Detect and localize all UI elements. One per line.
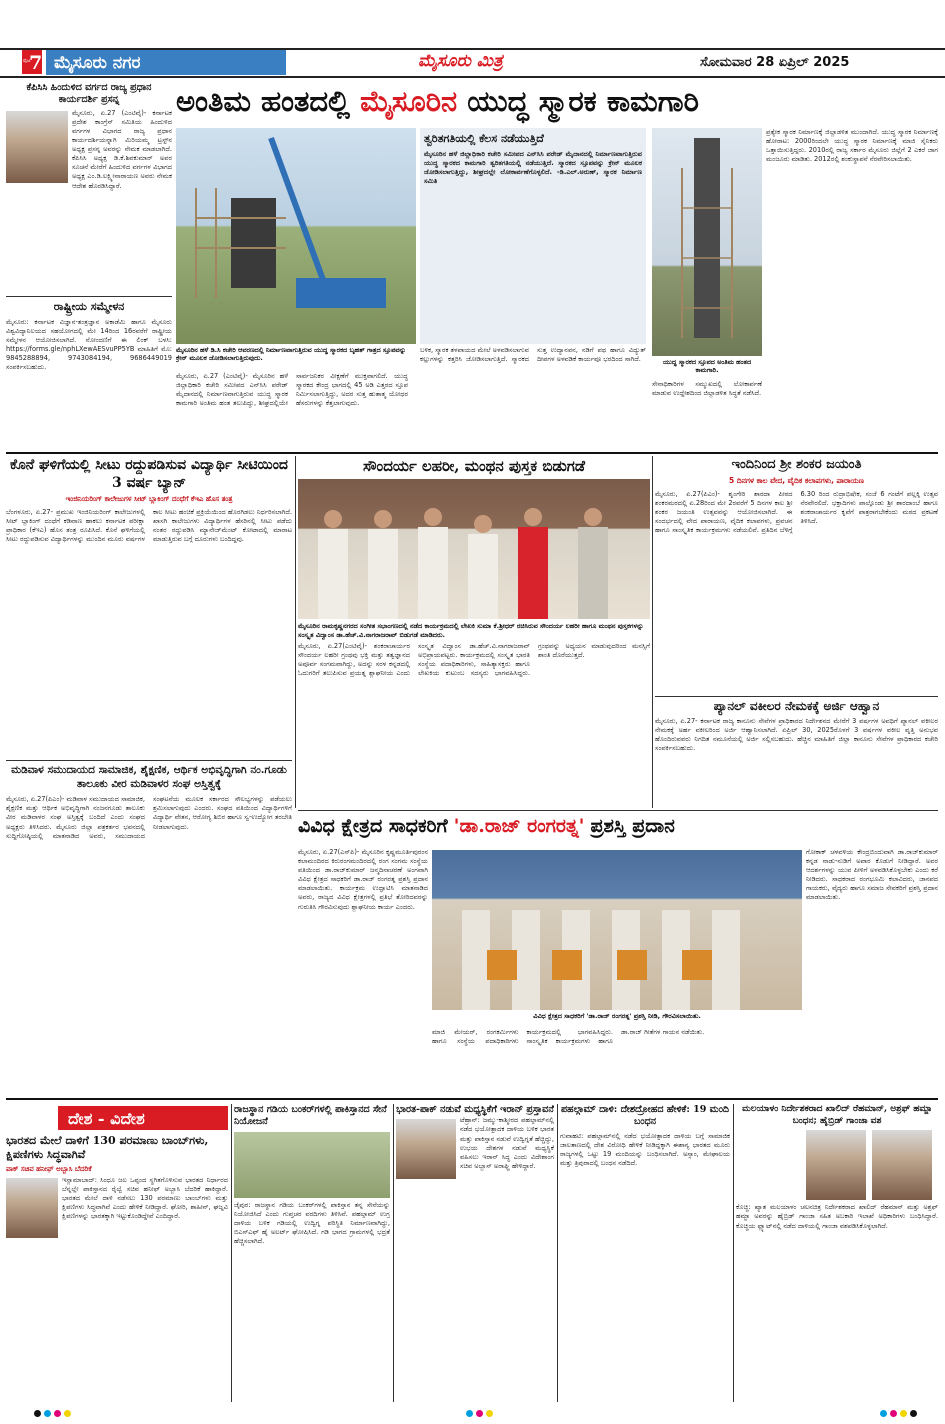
soundarya-body: ಮೈಸೂರು, ಏ.27(ಎಂಟಿವೈ)- ಶಂಕರಾಚಾರ್ಯರ ಸೌಂದರ್ಯ ಲಹರೀ ಗ್ರಂಥವು ಭಕ್ತಿ ಮತ್ತು ತತ್ವಜ್ಞಾನದ ಅಪೂರ್ವ ಸಂಗಮವಾಗಿದ್ದು, ಅದನ್ನು ಸರಳ ಕನ್ನಡದಲ್ಲಿ ಓದುಗರಿಗೆ ತಲುಪಿಸುವ ಪ್ರಯತ್ನ ಶ್ಲಾಘನೀಯ ಎಂದು ಸಂಸ್ಕೃತ ವಿದ್ವಾಂಸ ಡಾ.ಹೆಚ್.ವಿ.ನಾಗರಾಜರಾವ್ ಅಭಿಪ್ರಾಯಪಟ್ಟರು. ಕಾರ್ಯಕ್ರಮದಲ್ಲಿ ಸಂಸ್ಕೃತ ಭಾರತಿ ಸಂಸ್ಥೆಯ ಪದಾಧಿಕಾರಿಗಳು, ಸಾಹಿತ್ಯಾಸಕ್ತರು ಹಾಗೂ ಲೇಖಕಿಯ ಕುಟುಂಬ ಸದಸ್ಯರು ಭಾಗವಹಿಸಿದ್ದರು. ಗ್ರಂಥವನ್ನು ಅಧ್ಯಯನ ಮಾಡುವುದರಿಂದ ಮನಸ್ಸಿಗೆ ಶಾಂತಿ ದೊರೆಯುತ್ತದೆ.: [298, 642, 650, 678]
rashtriya-article: [6, 300, 172, 452]
divider: [733, 1104, 734, 1402]
rashtriya-headline: ರಾಷ್ಟ್ರೀಯ ಸಮ್ಮೇಳನ: [53, 300, 125, 313]
quote-box: [420, 128, 646, 344]
border-photo: [234, 1132, 390, 1198]
s4-body: ಗುವಾಹಟಿ: ಪಹಲ್ಗಾಮ್‌ನಲ್ಲಿ ನಡೆದ ಭಯೋತ್ಪಾದಕ ದಾಳಿಯ ಬಗ್ಗೆ ಸಾಮಾಜಿಕ ಜಾಲತಾಣದಲ್ಲಿ ದೇಶ ವಿರೋಧಿ ಹೇಳಿಕೆ ನೀಡಿದ್ದಕ್ಕಾಗಿ ಈಶಾನ್ಯ ಭಾರತದ ಮೂರು ರಾಜ್ಯಗಳಲ್ಲಿ ಒಟ್ಟು 19 ಮಂದಿಯನ್ನು ಬಂಧಿಸಲಾಗಿದೆ. ಅಸ್ಸಾಂ, ಮೇಘಾಲಯ ಮತ್ತು ತ್ರಿಪುರಾದಲ್ಲಿ ಬಂಧನ ನಡೆದಿದೆ.: [560, 1131, 730, 1167]
s2-body: ಜೈಪುರ: ರಾಜಸ್ಥಾನ ಗಡಿಯ ಬಂಕರ್‌ಗಳಲ್ಲಿ ಪಾಕಿಸ್ತಾನ ತನ್ನ ಸೇನೆಯನ್ನು ನಿಯೋಜಿಸಿದೆ ಎಂದು ಗುಪ್ತಚರ ವರದಿಗಳು ತಿಳಿಸಿವೆ. ಪಹಲ್ಗಾಮ್ ಉಗ್ರ ದಾಳಿಯ ಬಳಿಕ ಗಡಿಯಲ್ಲಿ ಉದ್ವಿಗ್ನ ಪರಿಸ್ಥಿತಿ ನಿರ್ಮಾಣವಾಗಿದ್ದು, ಬಿಎಸ್‌ಎಫ್ ಹೈ ಅಲರ್ಟ್ ಘೋಷಿಸಿದೆ. ಗಡಿ ಭಾಗದ ಗ್ರಾಮಗಳಲ್ಲಿ ಭದ್ರತೆ ಹೆಚ್ಚಿಸಲಾಗಿದೆ.: [234, 1200, 390, 1246]
s2-headline: ರಾಜಸ್ಥಾನ ಗಡಿಯ ಬಂಕರ್‌ಗಳಲ್ಲಿ ಪಾಕಿಸ್ತಾನದ ಸೇನೆ ನಿಯೋಜನೆ: [234, 1104, 387, 1128]
panel-body: ಮೈಸೂರು, ಏ.27- ಕರ್ನಾಟಕ ರಾಜ್ಯ ಕಾನೂನು ಸೇವೆಗಳ ಪ್ರಾಧಿಕಾರದ ನಿರ್ದೇಶನದ ಮೇರೆಗೆ 3 ವರ್ಷಗಳ ಅವಧಿಗೆ ಪ್ಯಾನಲ್ ವಕೀಲರ ನೇಮಕಕ್ಕೆ ಅರ್ಹ ವಕೀಲರಿಂದ ಅರ್ಜಿ ಆಹ್ವಾನಿಸಲಾಗಿದೆ. ಏಪ್ರಿಲ್ 30, 2025ರೊಳಗೆ 3 ವರ್ಷಗಳ ವಕೀಲ ವೃತ್ತಿ ಅನುಭವ ಹೊಂದಿರುವವರು ನಿಗದಿತ ನಮೂನೆಯಲ್ಲಿ ಅರ್ಜಿ ಸಲ್ಲಿಸಬಹುದು. ಹೆಚ್ಚಿನ ಮಾಹಿತಿಗೆ ಜಿಲ್ಲಾ ಕಾನೂನು ಸೇವೆಗಳ ಪ್ರಾಧಿಕಾರದ ಕಚೇರಿ ಸಂಪರ್ಕಿಸಬಹುದು.: [655, 717, 938, 753]
shankara-subhead: 5 ದಿನಗಳ ಕಾಲ ವೇದ, ವೈದಿಕ ಕಲಾಪಗಳು, ಪಾರಾಯಣ: [729, 475, 864, 485]
rangaratna-headline: [298, 814, 938, 846]
s1-headline: ಭಾರತದ ಮೇಲೆ ದಾಳಿಗೆ 130 ಪರಮಾಣು ಬಾಂಬ್‌ಗಳು, ಕ್ಷಿಪಣಿಗಳು ಸಿದ್ಧವಾಗಿವೆ: [6, 1134, 209, 1162]
crane-photo: [176, 128, 416, 344]
reg-dot-cyan: [880, 1410, 887, 1417]
desha-story-4: [560, 1104, 730, 1402]
director-photos: [736, 1130, 938, 1200]
rangaratna-headline-b: 'ಡಾ.ರಾಜ್ ರಂಗರತ್ನ': [453, 815, 585, 837]
lead-headline-c: ಯುದ್ಧ ಸ್ಮಾರಕ ಕಾಮಗಾರಿ: [467, 84, 699, 118]
award-ceremony-icon: [432, 850, 802, 1010]
desha-story-1: [6, 1134, 228, 1402]
lead-body-3: ಸೇನಾಧಿಕಾರಿಗಳ ಸಮ್ಮುಖದಲ್ಲಿ ಲೋಕಾರ್ಪಣೆ ಮಾಡುವ ಉದ್ದೇಶದಿಂದ ಜಿಲ್ಲಾಡಳಿತ ಸಿದ್ಧತೆ ನಡೆಸಿದೆ.: [652, 380, 762, 398]
book-release-photo: [298, 479, 650, 619]
divider: [6, 1098, 938, 1100]
desha-story-3: [396, 1104, 554, 1402]
s5-body: ಕೊಚ್ಚಿ: ಖ್ಯಾತ ಮಲಯಾಳಂ ಚಲನಚಿತ್ರ ನಿರ್ದೇಶಕರಾದ ಖಾಲಿದ್ ರೆಹಮಾನ್ ಮತ್ತು ಅಶ್ರಫ್ ಹಮ್ಜಾ ಅವರನ್ನು ಹೈಬ್ರಿಡ್ ಗಾಂಜಾ ಸಹಿತ ಅಬಕಾರಿ ಇಲಾಖೆ ಅಧಿಕಾರಿಗಳು ಬಂಧಿಸಿದ್ದಾರೆ. ಕೊಚ್ಚಿಯ ಫ್ಲ್ಯಾಟ್‌ನಲ್ಲಿ ನಡೆದ ದಾಳಿಯಲ್ಲಿ ಗಾಂಜಾ ವಶಪಡಿಸಿಕೊಳ್ಳಲಾಗಿದೆ.: [736, 1203, 938, 1230]
lead-body-2: ಬಳಿಕ, ಸ್ಮಾರಕ ತಳಪಾಯದ ಮೇಲೆ ಅಳವಡಿಸಲಾಗುವ ಕಲ್ಲುಗಳನ್ನು ಕತ್ತರಿಸಿ ಜೋಡಿಸಲಾಗುತ್ತಿದೆ. ಸ್ಮಾರಕದ ಸುತ್ತ ಉದ್ಯಾನವನ, ನಡಿಗೆ ಪಥ ಹಾಗೂ ವಿದ್ಯುತ್ ದೀಪಗಳ ಅಳವಡಿಕೆ ಕಾರ್ಯವೂ ಭರದಿಂದ ಸಾಗಿದೆ.: [420, 346, 646, 364]
shankara-body: ಮೈಸೂರು, ಏ.27(ಪಿಎಂ)- ಶೃಂಗೇರಿ ಶಾರದಾ ಪೀಠದ ಶಂಕರಮಠದಲ್ಲಿ ಏ.28ರಿಂದ ಮೇ 2ರವರೆಗೆ 5 ದಿನಗಳ ಕಾಲ ಶ್ರೀ ಶಂಕರ ಜಯಂತಿ ಉತ್ಸವವನ್ನು ಆಯೋಜಿಸಲಾಗಿದೆ. ಈ ಸಂದರ್ಭದಲ್ಲಿ ವೇದ ಪಾರಾಯಣ, ವೈದಿಕ ಕಲಾಪಗಳು, ಪ್ರವಚನ ಹಾಗೂ ಸಾಂಸ್ಕೃತಿಕ ಕಾರ್ಯಕ್ರಮಗಳು ನಡೆಯಲಿವೆ. ಪ್ರತಿದಿನ ಬೆಳಿಗ್ಗೆ 6.30 ರಿಂದ ರುದ್ರಾಭಿಷೇಕ, ಸಂಜೆ 6 ಗಂಟೆಗೆ ಪಲ್ಲಕ್ಕಿ ಉತ್ಸವ ನೆರವೇರಲಿದೆ. ಭಕ್ತಾದಿಗಳು ಪಾಲ್ಗೊಂಡು ಶ್ರೀ ಶಾರದಾಂಬೆ ಹಾಗೂ ಶಂಕರಾಚಾರ್ಯರ ಕೃಪೆಗೆ ಪಾತ್ರರಾಗಬೇಕೆಂದು ಮಠದ ಪ್ರಕಟಣೆ ತಿಳಿಸಿದೆ.: [655, 489, 938, 535]
divider: [295, 456, 296, 808]
rangaratna-body-mid: ಮಾಜಿ ಮೇಯರ್, ರಂಗಕರ್ಮಿಗಳು ಹಾಗೂ ಸಂಸ್ಥೆಯ ಪದಾಧಿಕಾರಿಗಳು ಕಾರ್ಯಕ್ರಮದಲ್ಲಿ ಭಾಗವಹಿಸಿದ್ದರು. ಸಾಂಸ್ಕೃತಿಕ ಕಾರ್ಯಕ್ರಮಗಳು ಹಾಗೂ ಡಾ.ರಾಜ್ ಗೀತೆಗಳ ಗಾಯನ ನಡೆಯಿತು.: [432, 1028, 705, 1046]
director-photo-1: [806, 1130, 866, 1200]
quote-body: ಮೈಸೂರಿನ ಹಳೆ ಜಿಲ್ಲಾಧಿಕಾರಿ ಕಚೇರಿ ಸಮೀಪದ ಎನ್‌ಸಿಸಿ ಪರೇಡ್ ಮೈದಾನದಲ್ಲಿ ನಿರ್ಮಾಣವಾಗುತ್ತಿರುವ ಯುದ್ಧ ಸ್ಮಾರಕದ ಕಾಮಗಾರಿ ತ್ವರಿತಗತಿಯಲ್ಲಿ ನಡೆಯುತ್ತಿದೆ. ಸ್ಮಾರಕದ ಸ್ತೂಪವನ್ನು ಕ್ರೇನ್ ಮೂಲಕ ಜೋಡಿಸಲಾಗುತ್ತಿದ್ದು, ಶೀಘ್ರದಲ್ಲೇ ಲೋಕಾರ್ಪಣೆಗೊಳ್ಳಲಿದೆ. -ಡಿ.ಎಲ್.ಅರುಣ್, ಸ್ಮಾರಕ ನಿರ್ಮಾಣ ಸಮಿತಿ: [424, 149, 642, 186]
tower-caption: ಯುದ್ಧ ಸ್ಮಾರಕದ ಸ್ತೂಪದ ಅಂತಿಮ ಹಂತದ ಕಾಮಗಾರಿ.: [662, 358, 752, 375]
panel-article: [655, 698, 938, 806]
desha-story-5: [736, 1104, 938, 1402]
quote-headline: ತ್ವರಿತಗತಿಯಲ್ಲಿ ಕೆಲಸ ನಡೆಯುತ್ತಿದೆ: [424, 132, 544, 145]
desha-story-2: [234, 1104, 390, 1402]
dateline: ಸೋಮವಾರ 28 ಏಪ್ರಿಲ್ 2025: [700, 55, 850, 70]
tower-icon: [652, 128, 762, 356]
masthead-logo: ಮೈಸೂರು ಮಿತ್ರ: [418, 51, 503, 71]
crane-icon: [176, 128, 416, 344]
desha-label: ದೇಶ - ವಿದೇಶ: [58, 1106, 228, 1130]
director-photo-2: [872, 1130, 932, 1200]
s3-body: ಟೆಹ್ರಾನ್: ಜಮ್ಮು-ಕಾಶ್ಮೀರದ ಪಹಲ್ಗಾಮ್‌ನಲ್ಲಿ ನಡೆದ ಭಯೋತ್ಪಾದಕ ದಾಳಿಯ ಬಳಿಕ ಭಾರತ ಮತ್ತು ಪಾಕಿಸ್ತಾನ ನಡುವೆ ಉದ್ವಿಗ್ನತೆ ಹೆಚ್ಚಿದ್ದು, ಉಭಯ ದೇಶಗಳ ನಡುವೆ ಮಧ್ಯಸ್ಥಿಕೆ ವಹಿಸಲು ಇರಾನ್ ಸಿದ್ಧ ಎಂದು ವಿದೇಶಾಂಗ ಸಚಿವ ಅಬ್ಬಾಸ್ ಅರಾಘ್ಚಿ ಹೇಳಿದ್ದಾರೆ.: [460, 1116, 554, 1170]
soundarya-headline: ಸೌಂದರ್ಯ ಲಹರೀ, ಮಂಥನ ಪುಸ್ತಕ ಬಿಡುಗಡೆ: [363, 457, 585, 475]
rangaratna-body-right: ಗೋಕಾಕ್ ಚಳವಳಿಯ ಕೇಂದ್ರಬಿಂದುವಾಗಿ ಡಾ.ರಾಜ್‌ಕುಮಾರ್ ಕನ್ನಡ ನಾಡು-ನುಡಿಗೆ ಅಪಾರ ಕೊಡುಗೆ ನೀಡಿದ್ದಾರೆ. ಅವರ ಆದರ್ಶಗಳನ್ನು ಯುವ ಪೀಳಿಗೆ ಅಳವಡಿಸಿಕೊಳ್ಳಬೇಕು ಎಂದು ಕರೆ ನೀಡಿದರು. ಸಾಧಕರಾದ ರಂಗಭೂಮಿ ಕಲಾವಿದರು, ಜಾನಪದ ಗಾಯಕರು, ವೈದ್ಯರು ಹಾಗೂ ಸಮಾಜ ಸೇವಕರಿಗೆ ಪ್ರಶಸ್ತಿ ಪ್ರದಾನ ಮಾಡಲಾಯಿತು.: [806, 848, 938, 902]
s5-headline: ಮಲಯಾಳಂ ನಿರ್ದೇಶಕರಾದ ಖಾಲಿದ್ ರೆಹಮಾನ್, ಅಶ್ರಫ್ ಹಮ್ಜಾ ಬಂಧನ; ಹೈಬ್ರಿಡ್ ಗಾಂಜಾ ವಶ: [742, 1104, 932, 1126]
kpcc-body: ಮೈಸೂರು, ಏ.27 (ಎಂಟಿವೈ)- ಕರ್ನಾಟಕ ಪ್ರದೇಶ ಕಾಂಗ್ರೆಸ್ ಸಮಿತಿಯ ಹಿಂದುಳಿದ ವರ್ಗಗಳ ವಿಭಾಗದ ರಾಜ್ಯ ಪ್ರಧಾನ ಕಾರ್ಯದರ್ಶಿಯನ್ನಾಗಿ ಮಿರಿಯಮ್ಮ ಟ್ರಸ್ಟ್‌ನ ಅಧ್ಯಕ್ಷ ಪ್ರಸನ್ನ ಅವರನ್ನು ನೇಮಕ ಮಾಡಲಾಗಿದೆ. ಕೆಪಿಸಿಸಿ ಅಧ್ಯಕ್ಷ ಡಿ.ಕೆ.ಶಿವಕುಮಾರ್ ಅವರ ಸೂಚನೆ ಮೇರೆಗೆ ಹಿಂದುಳಿದ ವರ್ಗಗಳ ವಿಭಾಗದ ಅಧ್ಯಕ್ಷ ಎಂ.ಡಿ.ಲಕ್ಷ್ಮೀನಾರಾಯಣ ಅವರು ನೇಮಕ ಆದೇಶ ಹೊರಡಿಸಿದ್ದಾರೆ.: [72, 108, 172, 190]
divider: [557, 1104, 558, 1402]
page-label: ಪುಟ: [23, 58, 31, 64]
reg-dot-magenta: [890, 1410, 897, 1417]
reg-dot-yellow: [900, 1410, 907, 1417]
divider: [393, 1104, 394, 1402]
divider: [6, 760, 292, 761]
madival-body: ಮೈಸೂರು, ಏ.27(ಪಿಎಂ)- ಮಡಿವಾಳ ಸಮುದಾಯದ ಸಾಮಾಜಿಕ, ಶೈಕ್ಷಣಿಕ ಮತ್ತು ಆರ್ಥಿಕ ಅಭಿವೃದ್ಧಿಗಾಗಿ ನಂಜನಗೂಡು ತಾಲೂಕು ವೀರ ಮಡಿವಾಳರ ಸಂಘ ಅಸ್ತಿತ್ವಕ್ಕೆ ಬಂದಿದೆ ಎಂದು ಸಂಘದ ಅಧ್ಯಕ್ಷರು ತಿಳಿಸಿದರು. ಮೈಸೂರು ಜಿಲ್ಲಾ ಪತ್ರಕರ್ತರ ಭವನದಲ್ಲಿ ಸುದ್ದಿಗೋಷ್ಠಿಯಲ್ಲಿ ಮಾತನಾಡಿದ ಅವರು, ಸಮುದಾಯದ ಸಂಘಟನೆಯ ಮೂಲಕ ಸರ್ಕಾರದ ಸೌಲಭ್ಯಗಳನ್ನು ಪಡೆಯಲು ಶ್ರಮಿಸಲಾಗುವುದು ಎಂದರು. ಸಂಘದ ವತಿಯಿಂದ ವಿದ್ಯಾರ್ಥಿಗಳಿಗೆ ವಿದ್ಯಾರ್ಥಿ ವೇತನ, ಆರೋಗ್ಯ ಶಿಬಿರ ಹಾಗೂ ಸ್ವ-ಉದ್ಯೋಗ ತರಬೇತಿ ನೀಡಲಾಗುವುದು.: [6, 795, 292, 840]
s1-subhead: ಪಾಕ್ ಸಚಿವ ಹನೀಫ್ ಅಬ್ಬಾಸಿ ಬೆದರಿಕೆ: [6, 1164, 92, 1173]
print-registration-bar: [0, 1406, 945, 1424]
lead-body-right: ಪ್ರತ್ಯೇಕ ಸ್ಮಾರಕ ನಿರ್ಮಾಣಕ್ಕೆ ಜಿಲ್ಲಾಡಳಿತ ಮುಂದಾಗಿದೆ. ಯುದ್ಧ ಸ್ಮಾರಕ ನಿರ್ಮಾಣಕ್ಕೆ ಹೋರಾಟ: 2000ರಿಂದಲೇ ಯುದ್ಧ ಸ್ಮಾರಕ ನಿರ್ಮಾಣಕ್ಕೆ ಮಾಜಿ ಸೈನಿಕರು ಒತ್ತಾಯಿಸುತ್ತಿದ್ದರು. 2010ರಲ್ಲಿ ರಾಜ್ಯ ಸರ್ಕಾರ ಮೈಸೂರು ಜಿಲ್ಲೆಗೆ 2 ಎಕರೆ ಜಾಗ ಮಂಜೂರು ಮಾಡಿತು. 2012ರಲ್ಲಿ ಶಂಕುಸ್ಥಾಪನೆ ನೆರವೇರಿಸಲಾಯಿತು.: [766, 128, 938, 164]
portrait-photo: [6, 111, 68, 183]
s3-headline: ಭಾರತ-ಪಾಕ್ ನಡುವೆ ಮಧ್ಯಸ್ಥಿಕೆಗೆ ಇರಾನ್ ಪ್ರಸ್ತಾವನೆ: [396, 1104, 554, 1115]
s1-body: ಇಸ್ಲಾಮಾಬಾದ್: ಸಿಂಧೂ ಜಲ ಒಪ್ಪಂದ ಸ್ಥಗಿತಗೊಳಿಸುವ ಭಾರತದ ನಿರ್ಧಾರದ ಬೆನ್ನಲ್ಲೇ ಪಾಕಿಸ್ತಾನದ ರೈಲ್ವೆ ಸಚಿವ ಹನೀಫ್ ಅಬ್ಬಾಸಿ ಬೆದರಿಕೆ ಹಾಕಿದ್ದಾರೆ. ಭಾರತದ ಮೇಲೆ ದಾಳಿ ನಡೆಸಲು 130 ಪರಮಾಣು ಬಾಂಬ್‌ಗಳು ಮತ್ತು ಕ್ಷಿಪಣಿಗಳು ಸಿದ್ಧವಾಗಿವೆ ಎಂದು ಹೇಳಿಕೆ ನೀಡಿದ್ದಾರೆ. ಘೋರಿ, ಶಾಹೀನ್, ಘಜ್ನವಿ ಕ್ಷಿಪಣಿಗಳನ್ನು ಭಾರತಕ್ಕಾಗಿ ಇಟ್ಟುಕೊಂಡಿದ್ದೇವೆ ಎಂದಿದ್ದಾರೆ.: [62, 1176, 228, 1221]
tower-photo: [652, 128, 762, 356]
lead-headline: [176, 82, 936, 124]
iran-minister-photo: [396, 1119, 456, 1179]
rangaratna-headline-c: ಪ್ರಶಸ್ತಿ ಪ್ರದಾನ: [590, 815, 675, 837]
lead-headline-b: ಮೈಸೂರಿನ: [360, 84, 458, 118]
banned-body: ಬೆಂಗಳೂರು, ಏ.27- ಪ್ರಮುಖ ಇಂಜಿನಿಯರಿಂಗ್ ಕಾಲೇಜುಗಳಲ್ಲಿ ಸೀಟ್ ಬ್ಲಾಕಿಂಗ್ ದಂಧೆಗೆ ಕಡಿವಾಣ ಹಾಕಲು ಕರ್ನಾಟಕ ಪರೀಕ್ಷಾ ಪ್ರಾಧಿಕಾರ (ಕೆಇಎ) ಹೊಸ ತಂತ್ರ ರೂಪಿಸಿದೆ. ಕೊನೆ ಘಳಿಗೆಯಲ್ಲಿ ಸೀಟು ರದ್ದುಪಡಿಸುವ ವಿದ್ಯಾರ್ಥಿಗಳನ್ನು ಮುಂದಿನ ಮೂರು ವರ್ಷಗಳ ಕಾಲ ಸೀಟು ಹಂಚಿಕೆ ಪ್ರಕ್ರಿಯೆಯಿಂದ ಹೊರಗಿಡಲು ನಿರ್ಧರಿಸಲಾಗಿದೆ. ಖಾಸಗಿ ಕಾಲೇಜುಗಳು ವಿದ್ಯಾರ್ಥಿಗಳ ಹೆಸರಿನಲ್ಲಿ ಸೀಟು ಪಡೆದು ನಂತರ ರದ್ದುಪಡಿಸಿ ಮ್ಯಾನೇಜ್‌ಮೆಂಟ್ ಕೋಟಾದಲ್ಲಿ ಮಾರಾಟ ಮಾಡುತ್ತಿರುವ ಬಗ್ಗೆ ದೂರುಗಳು ಬಂದಿದ್ದವು.: [6, 507, 292, 544]
reg-dot-magenta: [476, 1410, 483, 1417]
divider: [6, 296, 172, 297]
rangaratna-body-left: ಮೈಸೂರು, ಏ.27(ಎಸ್‌ಪಿ)- ಮೈಸೂರಿನ ಕೃಷ್ಣಮೂರ್ತಿಪುರಂನ ಕಲಾಮಂದಿರದ ಕಿರುರಂಗಮಂದಿರದಲ್ಲಿ ರಂಗ ಸಂಗಮ ಸಂಸ್ಥೆಯ ವತಿಯಿಂದ ಡಾ.ರಾಜ್‌ಕುಮಾರ್ ಜನ್ಮದಿನಾಚರಣೆ ಅಂಗವಾಗಿ ವಿವಿಧ ಕ್ಷೇತ್ರದ ಸಾಧಕರಿಗೆ ಡಾ.ರಾಜ್ ರಂಗರತ್ನ ಪ್ರಶಸ್ತಿ ಪ್ರದಾನ ಮಾಡಲಾಯಿತು. ಕಾರ್ಯಕ್ರಮ ಉದ್ಘಾಟಿಸಿ ಮಾತನಾಡಿದ ಅವರು, ರಾಜ್ಯದ ವಿವಿಧ ಕ್ಷೇತ್ರಗಳಲ್ಲಿ ಪ್ರತಿಭೆ ತೋರಿದವರನ್ನು ಗುರುತಿಸಿ ಗೌರವಿಸುವುದು ಶ್ಲಾಘನೀಯ ಕಾರ್ಯ ಎಂದರು.: [298, 848, 428, 911]
group-people-icon: [298, 479, 650, 619]
shankara-headline: ಇಂದಿನಿಂದ ಶ್ರೀ ಶಂಕರ ಜಯಂತಿ: [731, 457, 862, 472]
reg-dot-cyan: [466, 1410, 473, 1417]
reg-dot-yellow: [64, 1410, 71, 1417]
reg-dot-black: [34, 1410, 41, 1417]
divider: [6, 452, 938, 454]
madival-article: [6, 764, 292, 1064]
rangaratna-headline-a: ವಿವಿಧ ಕ್ಷೇತ್ರದ ಸಾಧಕರಿಗೆ: [298, 815, 448, 837]
reg-dot-black: [910, 1410, 917, 1417]
divider: [231, 1104, 232, 1402]
divider: [298, 810, 938, 811]
minister-photo: [6, 1178, 58, 1238]
reg-dot-cyan: [44, 1410, 51, 1417]
kpcc-headline: ಕೆಪಿಸಿಸಿ ಹಿಂದುಳಿದ ವರ್ಗದ ರಾಜ್ಯ ಪ್ರಧಾನ ಕಾರ್ಯದರ್ಶಿ ಪ್ರಸನ್ನ: [26, 82, 152, 105]
soundarya-article: [298, 456, 650, 806]
crane-caption: ಮೈಸೂರಿನ ಹಳೆ ಡಿ.ಸಿ ಕಚೇರಿ ಆವರಣದಲ್ಲಿ ನಿರ್ಮಾಣವಾಗುತ್ತಿರುವ ಯುದ್ಧ ಸ್ಮಾರಕದ ಬೃಹತ್ ಗಾತ್ರದ ಸ್ತೂಪವನ್ನು ಕ್ರೇನ್ ಮೂಲಕ ಜೋಡಿಸಲಾಗುತ್ತಿರುವುದು.: [176, 346, 406, 363]
panel-headline: ಪ್ಯಾನಲ್ ವಕೀಲರ ನೇಮಕಕ್ಕೆ ಅರ್ಜಿ ಆಹ್ವಾನ: [713, 699, 880, 713]
reg-dot-yellow: [486, 1410, 493, 1417]
page-number-badge: [22, 50, 42, 74]
lead-body-1: ಮೈಸೂರು, ಏ.27 (ಎಂಟಿವೈ)- ಮೈಸೂರಿನ ಹಳೆ ಜಿಲ್ಲಾಧಿಕಾರಿ ಕಚೇರಿ ಸಮೀಪದ ಎನ್‌ಸಿಸಿ ಪರೇಡ್ ಮೈದಾನದಲ್ಲಿ ನಿರ್ಮಾಣವಾಗುತ್ತಿರುವ ಯುದ್ಧ ಸ್ಮಾರಕ ಕಾಮಗಾರಿ ಅಂತಿಮ ಹಂತ ತಲುಪಿದ್ದು, ಶೀಘ್ರದಲ್ಲಿಯೇ ಸಾರ್ವಜನಿಕರ ವೀಕ್ಷಣೆಗೆ ಮುಕ್ತವಾಗಲಿದೆ. ಯುದ್ಧ ಸ್ಮಾರಕದ ಕೇಂದ್ರ ಭಾಗದಲ್ಲಿ 45 ಅಡಿ ಎತ್ತರದ ಸ್ತೂಪ ನಿರ್ಮಿಸಲಾಗುತ್ತಿದ್ದು, ಅದರ ಸುತ್ತ ಹುತಾತ್ಮ ಯೋಧರ ಹೆಸರುಗಳನ್ನು ಕೆತ್ತಲಾಗುವುದು.: [176, 372, 408, 408]
shankara-article: [655, 456, 938, 694]
divider: [655, 696, 938, 697]
banned-subhead: ಇಂಜಿನಿಯರಿಂಗ್ ಕಾಲೇಜುಗಳ ಸೀಟ್ ಬ್ಲಾಕಿಂಗ್ ದಂಧೆಗೆ ಕೆಇಎ ಹೊಸ ತಂತ್ರ: [65, 495, 233, 504]
banned-headline: ಕೊನೆ ಘಳಿಗೆಯಲ್ಲಿ ಸೀಟು ರದ್ದುಪಡಿಸುವ ವಿದ್ಯಾರ್ಥಿ ಸೀಟಿಯಿಂದ 3 ವರ್ಷ ಬ್ಯಾನ್: [10, 457, 288, 492]
rangaratna-caption: ವಿವಿಧ ಕ್ಷೇತ್ರದ ಸಾಧಕರಿಗೆ 'ಡಾ.ರಾಜ್ ರಂಗರತ್ನ' ಪ್ರಶಸ್ತಿ ನೀಡಿ, ಗೌರವಿಸಲಾಯಿತು.: [533, 1012, 701, 1020]
rashtriya-body: ಮೈಸೂರು: ಕರ್ನಾಟಕ ವಿಜ್ಞಾನ-ತಂತ್ರಜ್ಞಾನ ಅಕಾಡೆಮಿ ಹಾಗೂ ಮೈಸೂರು ವಿಶ್ವವಿದ್ಯಾನಿಲಯದ ಸಹಯೋಗದಲ್ಲಿ ಮೇ 14ರಿಂದ 16ರವರೆಗೆ ರಾಷ್ಟ್ರೀಯ ಸಮ್ಮೇಳನ ಆಯೋಜಿಸಲಾಗಿದೆ. ನೋಂದಣಿಗೆ ಈ ಲಿಂಕ್ ಬಳಸಿ: https://forms.gle/nphLXewAESvuPP5YB ಮಾಹಿತಿಗೆ ಮೊ: 9845288894, 9743084194, 9686449019 ಸಂಪರ್ಕಿಸಬಹುದು.: [6, 317, 172, 372]
soundarya-caption: ಮೈಸೂರಿನ ರಾಮಕೃಷ್ಣನಗರದ ಸಂಗೀತ ಸಭಾಂಗಣದಲ್ಲಿ ನಡೆದ ಕಾರ್ಯಕ್ರಮದಲ್ಲಿ ಲೇಖಕಿ ಸುಮಾ ಕೆ.ಶ್ರೀಧರ್ ರಚಿಸಿರುವ ಸೌಂದರ್ಯ ಲಹರೀ ಹಾಗೂ ಮಂಥನ ಪುಸ್ತಕಗಳನ್ನು ಸಂಸ್ಕೃತ ವಿದ್ವಾಂಸ ಡಾ.ಹೆಚ್.ವಿ.ನಾಗರಾಜರಾವ್ ಬಿಡುಗಡೆ ಮಾಡಿದರು.: [298, 622, 644, 639]
award-photo: [432, 850, 802, 1010]
reg-dot-magenta: [54, 1410, 61, 1417]
kpcc-article: [6, 82, 172, 292]
lead-headline-a: ಅಂತಿಮ ಹಂತದಲ್ಲಿ: [176, 84, 350, 118]
divider: [652, 456, 653, 808]
section-title: ಮೈಸೂರು ನಗರ: [46, 50, 286, 75]
madival-headline: ಮಡಿವಾಳ ಸಮುದಾಯದ ಸಾಮಾಜಿಕ, ಶೈಕ್ಷಣಿಕ, ಆರ್ಥಿಕ ಅಭಿವೃದ್ಧಿಗಾಗಿ ನಂ.ಗೂಡು ತಾಲೂಕು ವೀರ ಮಡಿವಾಳರ ಸಂಘ ಅಸ್ತಿತ್ವಕ್ಕೆ: [11, 764, 287, 790]
s4-headline: ಪಹಲ್ಗಾಮ್ ದಾಳಿ: ದೇಶದ್ರೋಹದ ಹೇಳಿಕೆ: 19 ಮಂದಿ ಬಂಧನ: [560, 1104, 730, 1128]
banned-article: [6, 456, 292, 756]
page-number: 7: [29, 52, 43, 74]
